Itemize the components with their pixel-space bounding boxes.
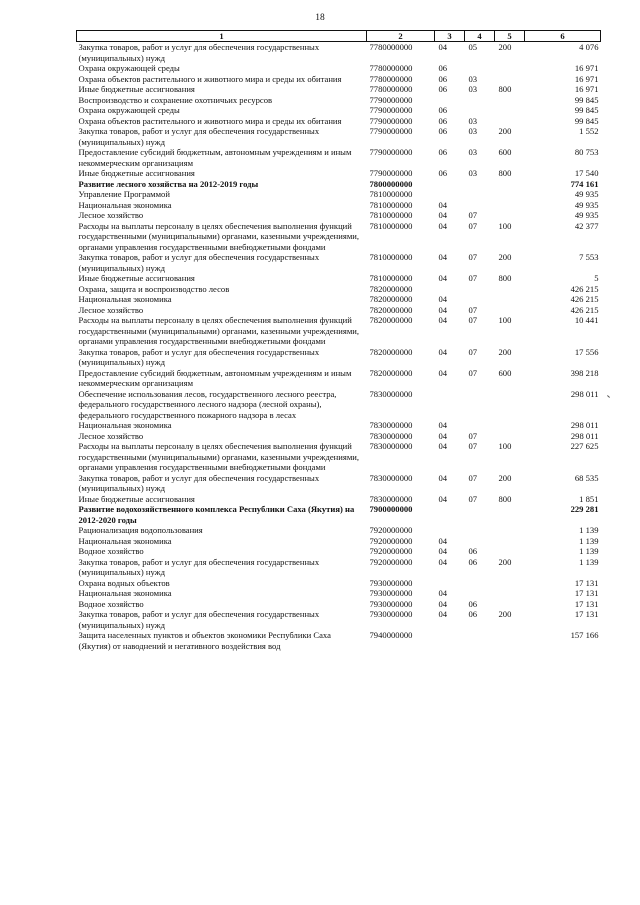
row-amount: 17 131 — [574, 577, 599, 588]
row-section: 04 — [438, 556, 448, 567]
row-subsection: 07 — [468, 273, 478, 283]
row-section — [435, 95, 465, 106]
row-name: Рационализация водопользования — [78, 525, 203, 535]
table-row — [77, 305, 601, 316]
row-section: 04 — [438, 588, 448, 598]
row-section — [435, 504, 465, 525]
row-amount: 80 753 — [574, 147, 599, 157]
column-header-code: 2 — [367, 31, 435, 42]
row-code: 7900000000 — [369, 504, 413, 514]
row-subsection — [465, 588, 495, 599]
row-section: 04 — [438, 199, 448, 210]
row-amount: 1 139 — [579, 556, 599, 567]
row-code: 7830000000 — [369, 472, 413, 483]
row-type — [495, 179, 525, 190]
row-subsection: 03 — [468, 73, 478, 84]
stray-mark — [607, 395, 610, 398]
row-subsection — [465, 389, 495, 421]
row-code: 7940000000 — [369, 630, 413, 640]
row-name: Защита населенных пунктов и объектов экономики Республики Саха (Якутия) от наводнений и негативного воздействия вод — [78, 630, 331, 651]
row-subsection: 06 — [468, 598, 478, 609]
row-amount: 157 166 — [570, 630, 599, 640]
row-code: 7780000000 — [369, 63, 413, 73]
row-subsection — [465, 200, 495, 211]
row-code: 7790000000 — [369, 147, 413, 157]
header-row — [77, 31, 601, 42]
row-type — [495, 630, 525, 651]
row-code: 7790000000 — [369, 115, 413, 126]
row-amount: 99 845 — [574, 115, 599, 126]
row-amount: 16 971 — [574, 73, 599, 84]
row-code: 7830000000 — [369, 441, 413, 451]
row-amount: 1 139 — [579, 525, 599, 535]
row-subsection: 06 — [468, 609, 478, 619]
row-type: 200 — [498, 556, 512, 567]
table-row — [77, 42, 601, 64]
row-section: 04 — [438, 430, 448, 441]
row-subsection — [465, 105, 495, 116]
table-row — [77, 441, 601, 473]
table-row — [77, 252, 601, 273]
row-type: 200 — [498, 252, 512, 262]
row-amount: 426 215 — [570, 294, 599, 304]
table-row — [77, 347, 601, 368]
row-type — [495, 578, 525, 589]
row-name: Иные бюджетные ассигнования — [78, 168, 195, 178]
row-code: 7830000000 — [369, 493, 413, 504]
row-type — [495, 588, 525, 599]
row-section: 04 — [438, 598, 448, 609]
row-code: 7930000000 — [369, 577, 413, 588]
column-header-section: 3 — [435, 31, 465, 42]
row-section: 04 — [438, 493, 448, 504]
row-section: 06 — [438, 63, 448, 73]
row-subsection — [465, 630, 495, 651]
budget-table — [76, 30, 601, 651]
row-code: 7810000000 — [369, 210, 413, 220]
row-code: 7930000000 — [369, 598, 413, 609]
table-row — [77, 210, 601, 221]
row-code: 7810000000 — [369, 199, 413, 210]
row-amount: 774 161 — [570, 178, 599, 189]
row-section: 06 — [438, 115, 448, 126]
row-amount: 398 218 — [570, 367, 599, 378]
row-amount: 16 971 — [574, 84, 599, 94]
row-section: 04 — [438, 367, 448, 378]
row-name: Охрана объектов растительного и животного мира и среды их обитания — [78, 115, 342, 126]
row-name: Национальная экономика — [78, 588, 172, 598]
row-type: 100 — [498, 441, 512, 451]
row-code: 7790000000 — [369, 94, 413, 105]
budget-table-container — [76, 30, 600, 651]
row-subsection: 05 — [468, 42, 478, 52]
row-amount: 17 540 — [574, 168, 599, 178]
row-subsection: 07 — [468, 304, 478, 315]
row-amount: 49 935 — [574, 199, 599, 210]
row-amount: 7 553 — [579, 252, 599, 262]
row-name: Охрана окружающей среды — [78, 63, 180, 73]
row-amount: 227 625 — [570, 441, 599, 451]
row-type — [495, 420, 525, 431]
row-name: Воспроизводство и сохранение охотничьих ресурсов — [78, 94, 273, 105]
row-name: Закупка товаров, работ и услуг для обеспечения государственных (муниципальных) нужд — [78, 346, 320, 367]
row-type — [495, 200, 525, 211]
table-row — [77, 147, 601, 168]
row-subsection — [465, 63, 495, 74]
row-subsection: 06 — [468, 556, 478, 567]
row-section — [435, 389, 465, 421]
table-row — [77, 473, 601, 494]
table-row — [77, 284, 601, 295]
row-section: 04 — [438, 346, 448, 357]
row-subsection — [465, 179, 495, 190]
row-section — [435, 630, 465, 651]
row-subsection: 07 — [468, 472, 478, 483]
row-section: 06 — [438, 126, 448, 136]
table-row — [77, 557, 601, 578]
row-name: Водное хозяйство — [78, 546, 144, 556]
row-code: 7830000000 — [369, 388, 413, 399]
table-row — [77, 200, 601, 211]
row-name: Охрана объектов растительного и животного мира и среды их обитания — [78, 73, 342, 84]
row-subsection: 03 — [468, 84, 478, 94]
row-name: Расходы на выплаты персоналу в целях обеспечения выполнения функций государственными (муниципальными) органами, казенными учреждениями, органами управления государственными внебюджетными фондами — [78, 441, 360, 472]
row-code: 7830000000 — [369, 430, 413, 441]
row-name: Закупка товаров, работ и услуг для обеспечения государственных (муниципальных) нужд — [78, 126, 320, 147]
row-code: 7790000000 — [369, 105, 413, 115]
row-type: 600 — [498, 147, 512, 157]
row-amount: 42 377 — [574, 220, 599, 231]
row-subsection: 07 — [468, 441, 478, 451]
page-number: 18 — [315, 13, 325, 23]
row-amount: 426 215 — [570, 283, 599, 294]
table-row — [77, 221, 601, 253]
row-type — [495, 116, 525, 127]
table-row — [77, 630, 601, 651]
row-code: 7920000000 — [369, 535, 413, 546]
row-type: 200 — [498, 126, 512, 136]
row-subsection — [465, 504, 495, 525]
row-type: 200 — [498, 346, 512, 357]
row-amount: 229 281 — [570, 504, 599, 514]
row-name: Закупка товаров, работ и услуг для обеспечения государственных (муниципальных) нужд — [78, 556, 320, 577]
row-code: 7820000000 — [369, 294, 413, 304]
table-row — [77, 63, 601, 74]
row-code: 7930000000 — [369, 588, 413, 598]
table-row — [77, 504, 601, 525]
row-subsection — [465, 189, 495, 200]
table-row — [77, 168, 601, 179]
row-section: 04 — [438, 609, 448, 619]
row-amount: 49 935 — [574, 189, 599, 199]
row-amount: 426 215 — [570, 304, 599, 315]
row-name: Национальная экономика — [78, 199, 172, 210]
row-section: 04 — [438, 441, 448, 451]
row-subsection — [465, 294, 495, 305]
row-code: 7810000000 — [369, 189, 413, 199]
row-code: 7820000000 — [369, 367, 413, 378]
table-row — [77, 368, 601, 389]
column-header-subsection: 4 — [465, 31, 495, 42]
row-name: Расходы на выплаты персоналу в целях обеспечения выполнения функций государственными (муниципальными) органами, казенными учреждениями, органами управления государственными внебюджетными фондами — [78, 220, 360, 252]
table-row — [77, 126, 601, 147]
row-amount: 49 935 — [574, 210, 599, 220]
row-section: 04 — [438, 304, 448, 315]
row-type — [495, 74, 525, 85]
row-name: Предоставление субсидий бюджетным, автономным учреждениям и иным некоммерческим организациям — [78, 147, 352, 168]
row-subsection: 07 — [468, 315, 478, 325]
row-section: 04 — [438, 535, 448, 546]
row-type: 200 — [498, 42, 512, 52]
row-subsection: 03 — [468, 147, 478, 157]
column-header-amount: 6 — [525, 31, 601, 42]
row-name: Охрана, защита и воспроизводство лесов — [78, 283, 230, 294]
row-name: Национальная экономика — [78, 420, 172, 430]
row-subsection: 07 — [468, 430, 478, 441]
row-subsection: 07 — [468, 346, 478, 357]
row-type — [495, 105, 525, 116]
row-type — [495, 305, 525, 316]
row-code: 7830000000 — [369, 420, 413, 430]
row-type — [495, 210, 525, 221]
row-type — [495, 294, 525, 305]
row-type: 100 — [498, 315, 512, 325]
row-type: 200 — [498, 472, 512, 483]
table-row — [77, 609, 601, 630]
row-amount: 17 131 — [574, 609, 599, 619]
row-section — [435, 284, 465, 295]
table-row — [77, 546, 601, 557]
row-name: Водное хозяйство — [78, 598, 144, 609]
row-subsection — [465, 420, 495, 431]
row-name: Лесное хозяйство — [78, 430, 144, 441]
row-amount: 4 076 — [579, 42, 599, 52]
row-subsection — [465, 578, 495, 589]
row-type — [495, 536, 525, 547]
row-subsection: 07 — [468, 493, 478, 504]
row-name: Расходы на выплаты персоналу в целях обеспечения выполнения функций государственными (муниципальными) органами, казенными учреждениями, органами управления государственными внебюджетными фондами — [78, 315, 360, 346]
row-type: 600 — [498, 367, 512, 378]
row-section: 04 — [438, 252, 448, 262]
row-amount: 16 971 — [574, 63, 599, 73]
row-section: 06 — [438, 73, 448, 84]
row-section: 04 — [438, 294, 448, 304]
row-name: Национальная экономика — [78, 535, 172, 546]
row-section — [435, 189, 465, 200]
table-body — [77, 42, 601, 652]
row-name: Иные бюджетные ассигнования — [78, 273, 195, 283]
row-code: 7790000000 — [369, 168, 413, 178]
row-subsection: 03 — [468, 126, 478, 136]
row-type: 800 — [498, 168, 512, 178]
row-section: 04 — [438, 472, 448, 483]
table-row — [77, 294, 601, 305]
row-type — [495, 189, 525, 200]
row-section — [435, 525, 465, 536]
row-code: 7780000000 — [369, 73, 413, 84]
row-code: 7820000000 — [369, 315, 413, 325]
row-name: Закупка товаров, работ и услуг для обеспечения государственных (муниципальных) нужд — [78, 42, 320, 63]
row-section: 04 — [438, 42, 448, 52]
row-code: 7920000000 — [369, 556, 413, 567]
row-section: 06 — [438, 84, 448, 94]
row-type: 100 — [498, 220, 512, 231]
table-row — [77, 105, 601, 116]
row-name: Обеспечение использования лесов, государственного лесного реестра, федерального государственного лесного надзора (лесной охраны), федерального государственного пожарного надзора в лесах — [78, 388, 337, 420]
row-section: 06 — [438, 147, 448, 157]
row-section: 04 — [438, 315, 448, 325]
row-name: Закупка товаров, работ и услуг для обеспечения государственных (муниципальных) нужд — [78, 609, 320, 630]
table-row — [77, 95, 601, 106]
table-row — [77, 525, 601, 536]
row-amount: 5 — [594, 273, 599, 283]
row-name: Национальная экономика — [78, 294, 172, 304]
table-row — [77, 578, 601, 589]
row-type: 200 — [498, 609, 512, 619]
row-amount: 1 851 — [579, 493, 599, 504]
row-subsection: 03 — [468, 168, 478, 178]
row-subsection: 07 — [468, 210, 478, 220]
row-amount: 1 139 — [579, 546, 599, 556]
column-header-type: 5 — [495, 31, 525, 42]
row-type — [495, 284, 525, 295]
row-subsection — [465, 525, 495, 536]
row-section — [435, 578, 465, 589]
table-row — [77, 588, 601, 599]
row-amount: 298 011 — [570, 388, 599, 399]
row-section: 04 — [438, 210, 448, 220]
column-header-name: 1 — [77, 31, 367, 42]
row-code: 7810000000 — [369, 220, 413, 231]
table-row — [77, 74, 601, 85]
row-name: Управление Программой — [78, 189, 170, 199]
row-amount: 68 535 — [574, 472, 599, 483]
row-code: 7820000000 — [369, 346, 413, 357]
table-row — [77, 179, 601, 190]
row-amount: 1 139 — [579, 535, 599, 546]
row-subsection: 07 — [468, 252, 478, 262]
row-code: 7820000000 — [369, 283, 413, 294]
row-code: 7780000000 — [369, 84, 413, 94]
row-type — [495, 525, 525, 536]
row-subsection — [465, 95, 495, 106]
row-name: Предоставление субсидий бюджетным, автономным учреждениям и иным некоммерческим организациям — [78, 367, 352, 388]
row-code: 7780000000 — [369, 42, 413, 52]
row-type: 800 — [498, 493, 512, 504]
row-code: 7810000000 — [369, 273, 413, 283]
table-row — [77, 494, 601, 505]
row-amount: 17 556 — [574, 346, 599, 357]
table-row — [77, 189, 601, 200]
row-type — [495, 389, 525, 421]
row-name: Лесное хозяйство — [78, 210, 144, 220]
table-row — [77, 389, 601, 421]
row-name: Лесное хозяйство — [78, 304, 144, 315]
table-row — [77, 116, 601, 127]
row-amount: 17 131 — [574, 588, 599, 598]
row-type — [495, 504, 525, 525]
row-amount: 17 131 — [574, 598, 599, 609]
row-type: 800 — [498, 84, 512, 94]
row-name: Закупка товаров, работ и услуг для обеспечения государственных (муниципальных) нужд — [78, 472, 320, 493]
row-subsection — [465, 284, 495, 295]
row-subsection: 03 — [468, 115, 478, 126]
row-amount: 10 441 — [574, 315, 599, 325]
row-amount: 298 011 — [570, 430, 599, 441]
table-row — [77, 431, 601, 442]
row-subsection: 06 — [468, 546, 478, 556]
row-amount: 99 845 — [574, 105, 599, 115]
row-name: Развитие лесного хозяйства на 2012-2019 годы — [78, 178, 259, 189]
row-code: 7930000000 — [369, 609, 413, 619]
row-section: 06 — [438, 168, 448, 178]
row-type — [495, 599, 525, 610]
row-subsection: 07 — [468, 220, 478, 231]
row-name: Иные бюджетные ассигнования — [78, 84, 195, 94]
row-amount: 99 845 — [574, 94, 599, 105]
row-section: 06 — [438, 105, 448, 115]
row-code: 7920000000 — [369, 525, 413, 535]
table-row — [77, 273, 601, 284]
row-section — [435, 179, 465, 190]
row-code: 7920000000 — [369, 546, 413, 556]
row-section: 04 — [438, 420, 448, 430]
row-name: Закупка товаров, работ и услуг для обеспечения государственных (муниципальных) нужд — [78, 252, 320, 273]
row-type — [495, 63, 525, 74]
row-section: 04 — [438, 273, 448, 283]
table-row — [77, 84, 601, 95]
row-amount: 298 011 — [570, 420, 599, 430]
row-name: Иные бюджетные ассигнования — [78, 493, 195, 504]
table-header — [77, 31, 601, 42]
row-amount: 1 552 — [579, 126, 599, 136]
row-section: 04 — [438, 220, 448, 231]
row-type — [495, 546, 525, 557]
table-row — [77, 536, 601, 547]
row-code: 7800000000 — [369, 178, 413, 189]
row-section: 04 — [438, 546, 448, 556]
table-row — [77, 599, 601, 610]
row-type — [495, 431, 525, 442]
table-row — [77, 315, 601, 347]
row-name: Развитие водохозяйственного комплекса Республики Саха (Якутия) на 2012-2020 годы — [78, 504, 355, 525]
table-row — [77, 420, 601, 431]
row-name: Охрана окружающей среды — [78, 105, 180, 115]
row-subsection — [465, 536, 495, 547]
row-code: 7790000000 — [369, 126, 413, 136]
row-type: 800 — [498, 273, 512, 283]
row-code: 7820000000 — [369, 304, 413, 315]
row-subsection: 07 — [468, 367, 478, 378]
row-type — [495, 95, 525, 106]
row-code: 7810000000 — [369, 252, 413, 262]
row-name: Охрана водных объектов — [78, 577, 170, 588]
